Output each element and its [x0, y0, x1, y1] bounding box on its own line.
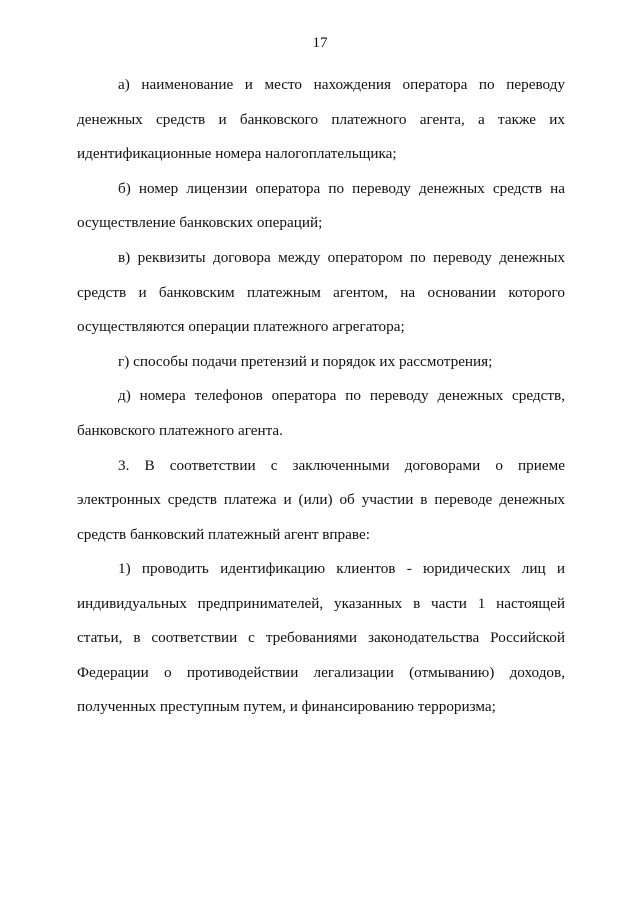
paragraph-3-line-2: электронных средств платежа и (или) об участии в переводе денежных [77, 491, 565, 508]
paragraph-v-line-3: осуществляются операции платежного агрегатора; [77, 318, 405, 335]
paragraph-d-line-2: банковского платежного агента. [77, 422, 283, 439]
paragraph-v-line-1: в) реквизиты договора между оператором по переводу денежных [118, 249, 565, 266]
paragraph-a-line-1: а) наименование и место нахождения оператора по переводу [118, 76, 565, 93]
paragraph-v-line-2: средств и банковским платежным агентом, на основании которого [77, 284, 565, 301]
paragraph-g-line-1: г) способы подачи претензий и порядок их рассмотрения; [118, 353, 493, 370]
paragraph-a-line-2: денежных средств и банковского платежного агента, а также их [77, 111, 565, 128]
paragraph-1-line-3: статьи, в соответствии с требованиями законодательства Российской [77, 629, 565, 646]
paragraph-b-line-1: б) номер лицензии оператора по переводу денежных средств на [118, 180, 565, 197]
paragraph-1-line-1: 1) проводить идентификацию клиентов - юридических лиц и [118, 560, 565, 577]
paragraph-a-line-3: идентификационные номера налогоплательщика; [77, 145, 397, 162]
page-number: 17 [312, 35, 328, 51]
paragraph-1-line-4: Федерации о противодействии легализации (отмыванию) доходов, [77, 664, 565, 681]
paragraph-3-line-1: 3. В соответствии с заключенными договорами о приеме [118, 457, 565, 474]
paragraph-b-line-2: осуществление банковских операций; [77, 214, 323, 231]
paragraph-d-line-1: д) номера телефонов оператора по переводу денежных средств, [118, 387, 565, 404]
paragraph-1-line-5: полученных преступным путем, и финансированию терроризма; [77, 698, 496, 715]
paragraph-1-line-2: индивидуальных предпринимателей, указанных в части 1 настоящей [77, 595, 565, 612]
paragraph-3-line-3: средств банковский платежный агент вправе: [77, 526, 370, 543]
